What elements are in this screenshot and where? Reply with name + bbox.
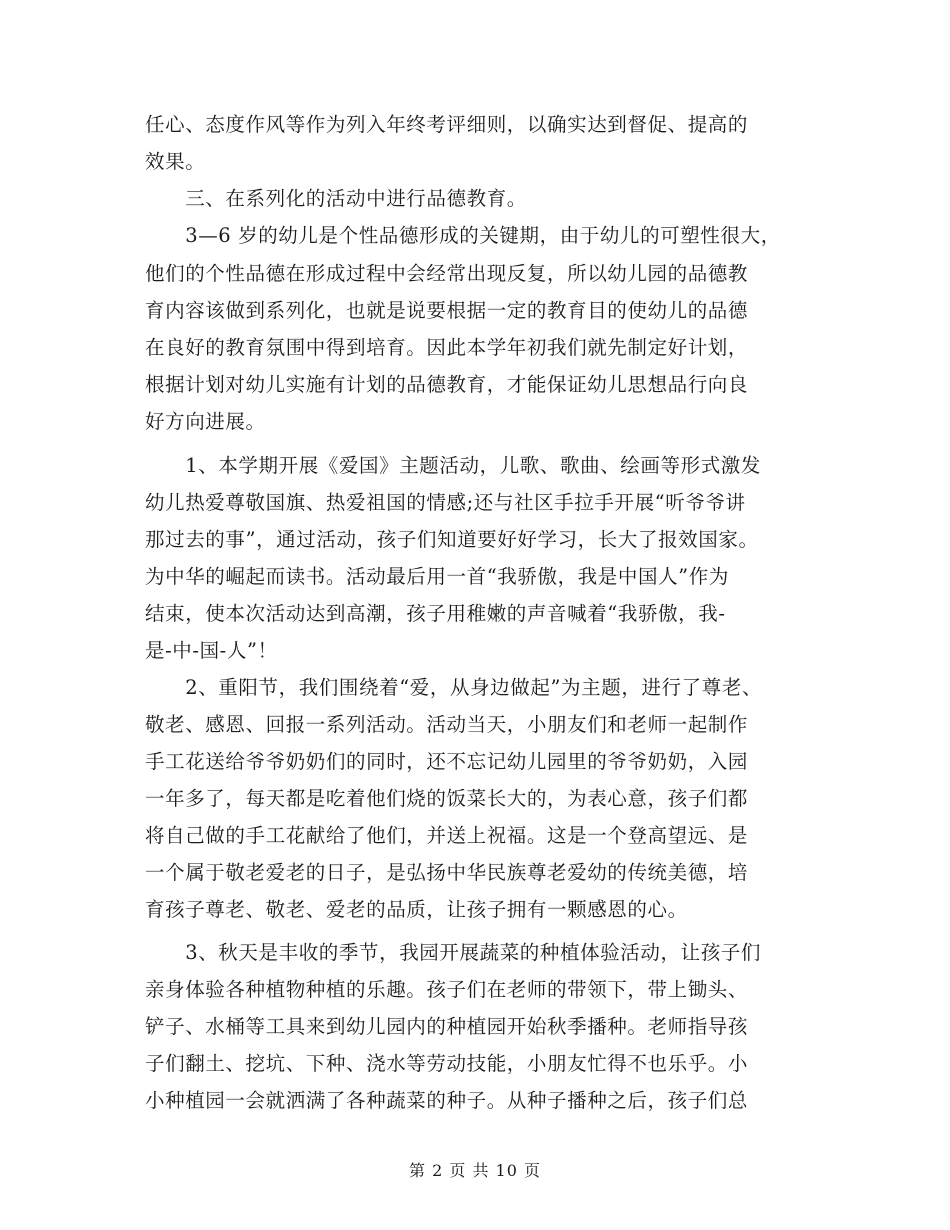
text-line: 育孩子尊老、敬老、爱老的品质，让孩子拥有一颗感恩的心。 [145,898,688,921]
text-line: 幼儿热爱尊敬国旗、热爱祖国的情感;还与社区手拉手开展“听爷爷讲 [145,491,746,514]
section-heading: 三、在系列化的活动中进行品德教育。 [145,187,527,210]
text-line: 亲身体验各种植物种植的乐趣。孩子们在老师的带领下，带上锄头、 [145,978,749,1001]
text-line: 效果。 [145,150,206,173]
text-line: 那过去的事”，通过活动，孩子们知道要好好学习，长大了报效国家。 [145,528,759,551]
text-line: 子们翻土、挖坑、下种、浇水等劳动技能，小朋友忙得不也乐乎。小 [145,1052,749,1075]
text-line: 手工花送给爷爷奶奶们的同时，还不忘记幼儿园里的爷爷奶奶，入园 [145,750,749,773]
text-line: 育内容该做到系列化，也就是说要根据一定的教育目的使幼儿的品德 [145,299,749,322]
text-line: 在良好的教育氛围中得到培育。因此本学年初我们就先制定好计划， [145,336,749,359]
text-line: 将自己做的手工花献给了他们，并送上祝福。这是一个登高望远、是 [145,824,749,847]
text-line: 3、秋天是丰收的季节，我园开展蔬菜的种植体验活动，让孩子们 [145,941,762,964]
text-line: 好方向进展。 [145,410,266,433]
text-line: 根据计划对幼儿实施有计划的品德教育，才能保证幼儿思想品行向良 [145,373,749,396]
text-line: 是-中-国-人”！ [145,639,278,662]
text-line: 一年多了，每天都是吃着他们烧的饭菜长大的，为表心意，孩子们都 [145,787,749,810]
text-line: 3—6 岁的幼儿是个性品德形成的关键期，由于幼儿的可塑性很大， [145,224,781,247]
text-line: 敬老、感恩、回报一系列活动。活动当天，小朋友们和老师一起制作 [145,713,749,736]
text-line: 1、本学期开展《爱国》主题活动，儿歌、歌曲、绘画等形式激发 [145,454,762,477]
text-line: 任心、态度作风等作为列入年终考评细则，以确实达到督促、提高的 [145,113,749,136]
page-footer: 第 2 页 共 10 页 [409,1161,541,1180]
text-line: 2、重阳节，我们围绕着“爱，从身边做起”为主题，进行了尊老、 [145,676,763,699]
text-line: 他们的个性品德在形成过程中会经常出现反复，所以幼儿园的品德教 [145,262,749,285]
text-line: 小种植园一会就洒满了各种蔬菜的种子。从种子播种之后，孩子们总 [145,1089,749,1112]
text-line: 一个属于敬老爱老的日子，是弘扬中华民族尊老爱幼的传统美德，培 [145,861,749,884]
text-line: 为中华的崛起而读书。活动最后用一首“我骄傲，我是中国人”作为 [145,565,729,588]
text-line: 铲子、水桶等工具来到幼儿园内的种植园开始秋季播种。老师指导孩 [145,1015,749,1038]
text-line: 结束，使本次活动达到高潮，孩子用稚嫩的声音喊着“我骄傲，我- [145,602,726,625]
